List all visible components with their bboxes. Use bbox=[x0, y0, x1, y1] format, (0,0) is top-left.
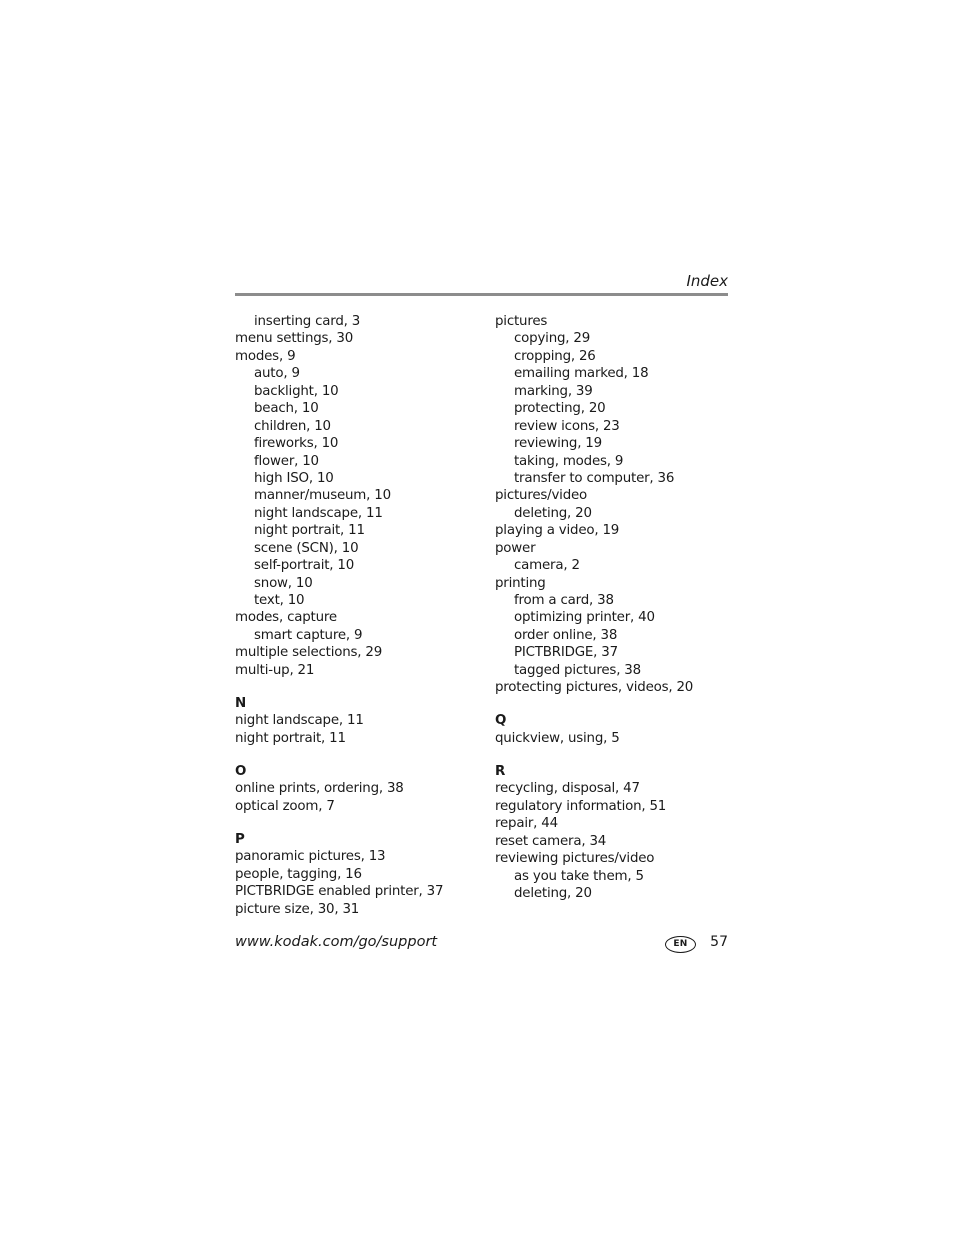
index-subentry: children, 10 bbox=[254, 418, 331, 434]
index-subentry: beach, 10 bbox=[254, 401, 319, 417]
index-section-gap bbox=[495, 747, 735, 763]
index-entry: printing bbox=[495, 575, 546, 591]
index-entry: night portrait, 11 bbox=[235, 730, 346, 746]
index-subentry: camera, 2 bbox=[514, 558, 580, 574]
language-badge: EN bbox=[665, 936, 696, 953]
index-entry: multi-up, 21 bbox=[235, 662, 315, 678]
index-subentry: high ISO, 10 bbox=[254, 470, 334, 486]
index-entry: reviewing pictures/video bbox=[495, 851, 655, 867]
index-entry: menu settings, 30 bbox=[235, 331, 354, 347]
index-subentry: night portrait, 11 bbox=[254, 523, 365, 539]
index-letter-heading: R bbox=[495, 763, 506, 779]
index-subentry: taking, modes, 9 bbox=[514, 453, 624, 469]
index-entry: pictures bbox=[495, 314, 548, 329]
index-section-gap bbox=[235, 815, 475, 831]
index-subentry: self-portrait, 10 bbox=[254, 558, 355, 574]
index-entry: optical zoom, 7 bbox=[235, 798, 335, 814]
index-subentry: scene (SCN), 10 bbox=[254, 540, 359, 556]
index-letter-heading: P bbox=[235, 831, 245, 847]
index-subentry: from a card, 38 bbox=[514, 593, 614, 608]
index-subentry: transfer to computer, 36 bbox=[514, 470, 675, 486]
index-entry: panoramic pictures, 13 bbox=[235, 849, 386, 865]
index-subentry: night landscape, 11 bbox=[254, 505, 383, 521]
index-entry: pictures/video bbox=[495, 488, 588, 504]
index-entry: online prints, ordering, 38 bbox=[235, 781, 404, 797]
index-subentry: tagged pictures, 38 bbox=[514, 662, 641, 678]
index-entry: protecting pictures, videos, 20 bbox=[495, 680, 694, 696]
index-letter-heading: N bbox=[235, 695, 247, 711]
index-subentry: copying, 29 bbox=[514, 331, 591, 347]
index-entry: modes, 9 bbox=[235, 348, 296, 364]
index-letter-heading: Q bbox=[495, 713, 507, 729]
index-subentry: marking, 39 bbox=[514, 383, 593, 399]
index-subentry: cropping, 26 bbox=[514, 348, 596, 364]
index-subentry: order online, 38 bbox=[514, 627, 618, 643]
index-section-gap bbox=[235, 679, 475, 695]
index-entry: multiple selections, 29 bbox=[235, 645, 383, 661]
index-entry: regulatory information, 51 bbox=[495, 798, 667, 814]
index-subentry: as you take them, 5 bbox=[514, 868, 644, 884]
index-subentry: deleting, 20 bbox=[514, 505, 592, 521]
index-letter-heading: O bbox=[235, 763, 247, 779]
index-subentry: fireworks, 10 bbox=[254, 436, 339, 452]
index-subentry: text, 10 bbox=[254, 593, 305, 608]
index-subentry: flower, 10 bbox=[254, 453, 319, 469]
index-entry: recycling, disposal, 47 bbox=[495, 781, 640, 797]
index-subentry: deleting, 20 bbox=[514, 885, 592, 901]
support-url: www.kodak.com/go/support bbox=[235, 934, 438, 950]
index-section-gap bbox=[495, 697, 735, 713]
index-column-left bbox=[235, 313, 475, 918]
index-entry: night landscape, 11 bbox=[235, 713, 364, 729]
index-subentry: emailing marked, 18 bbox=[514, 366, 649, 382]
index-subentry: optimizing printer, 40 bbox=[514, 610, 655, 626]
index-entry: repair, 44 bbox=[495, 816, 558, 832]
index-column-right bbox=[495, 313, 735, 902]
index-entry: picture size, 30, 31 bbox=[235, 901, 360, 917]
index-subentry: smart capture, 9 bbox=[254, 627, 363, 643]
index-subentry: inserting card, 3 bbox=[254, 314, 361, 329]
index-subentry: backlight, 10 bbox=[254, 383, 339, 399]
header-divider bbox=[235, 293, 728, 296]
index-subentry: review icons, 23 bbox=[514, 418, 620, 434]
page-number: 57 bbox=[710, 934, 728, 950]
page-header-title: Index bbox=[686, 272, 728, 290]
index-subentry: manner/museum, 10 bbox=[254, 488, 391, 504]
index-subentry: auto, 9 bbox=[254, 366, 300, 382]
index-entry: people, tagging, 16 bbox=[235, 866, 362, 882]
index-entry: power bbox=[495, 540, 536, 556]
index-section-gap bbox=[235, 747, 475, 763]
index-entry: quickview, using, 5 bbox=[495, 730, 620, 746]
index-entry: playing a video, 19 bbox=[495, 523, 620, 539]
index-subentry: snow, 10 bbox=[254, 575, 313, 591]
index-entry: reset camera, 34 bbox=[495, 833, 607, 849]
index-subentry: PICTBRIDGE, 37 bbox=[514, 645, 618, 661]
index-entry: PICTBRIDGE enabled printer, 37 bbox=[235, 884, 444, 900]
index-subentry: reviewing, 19 bbox=[514, 436, 602, 452]
index-subentry: protecting, 20 bbox=[514, 401, 606, 417]
index-entry: modes, capture bbox=[235, 610, 337, 626]
